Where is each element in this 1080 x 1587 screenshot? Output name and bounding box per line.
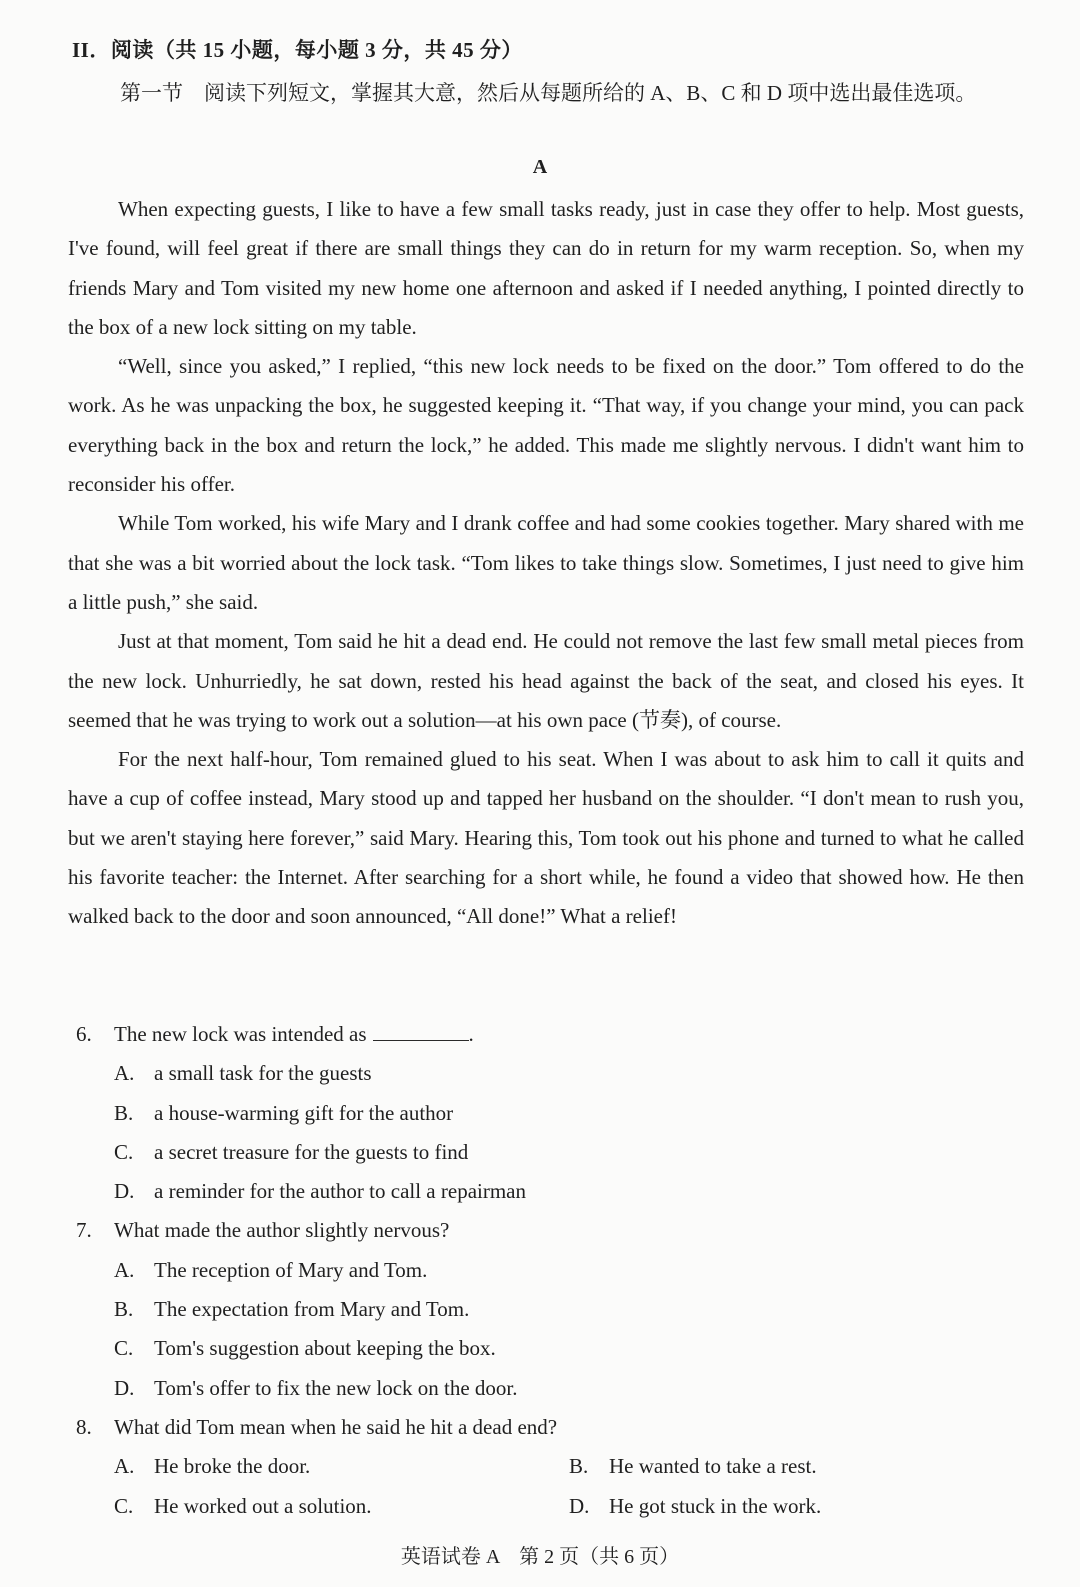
option-text: He got stuck in the work.: [609, 1493, 822, 1518]
passage-paragraph: While Tom worked, his wife Mary and I drank coffee and had some cookies together. Mary shared with me that she was a bit worried about the lock task. “Tom likes to take things slow. Sometimes, I just need to give him a little push,” she said.: [68, 511, 1024, 614]
question-text: The new lock was intended as: [114, 1022, 367, 1046]
option-letter: B.: [114, 1100, 134, 1125]
question-number: 7.: [76, 1218, 92, 1243]
question-6-option-d: [76, 1172, 1024, 1211]
option-letter: C.: [114, 1139, 134, 1164]
option-text: Tom's suggestion about keeping the box.: [154, 1336, 496, 1361]
passage-paragraph: For the next half-hour, Tom remained glued to his seat. When I was about to ask him to call it quits and have a cup of coffee instead, Mary stood up and tapped her husband on the shoulder. “I don't mean to rush you, but we aren't staying here forever,” said Mary. Hearing this, Tom took out his phone and turned to what he called his favorite teacher: the Internet. After searching for a short while, he found a video that showed how. He then walked back to the door and soon announced, “All done!” What a relief!: [68, 747, 1024, 929]
question-list: [76, 1015, 1024, 1526]
question-8-options-row-1: [76, 1447, 1024, 1486]
option-letter: A.: [114, 1061, 135, 1086]
option-text: He worked out a solution.: [154, 1493, 372, 1518]
option-text: The expectation from Mary and Tom.: [154, 1297, 470, 1322]
question-7-option-d: [76, 1369, 1024, 1408]
option-letter: B.: [569, 1454, 589, 1479]
question-8-stem: [76, 1408, 1024, 1447]
option-letter: D.: [114, 1179, 135, 1204]
option-text: a house-warming gift for the author: [154, 1100, 454, 1125]
option-text: a reminder for the author to call a repairman: [154, 1179, 526, 1204]
page-footer: 英语试卷 A 第 2 页（共 6 页）: [400, 1546, 680, 1568]
question-number: 8.: [76, 1414, 92, 1439]
question-8-option-b: [569, 1447, 1024, 1486]
question-number: 6.: [76, 1022, 92, 1046]
question-6-stem: [76, 1015, 1024, 1054]
option-text: a secret treasure for the guests to find: [154, 1139, 469, 1164]
option-letter: A.: [114, 1257, 135, 1282]
reading-passage: [68, 190, 1024, 937]
question-8-option-c: [114, 1487, 569, 1526]
option-text: The reception of Mary and Tom.: [154, 1257, 428, 1282]
option-letter: D.: [569, 1493, 590, 1518]
option-letter: B.: [114, 1297, 134, 1322]
question-end-mark: .: [468, 1022, 474, 1046]
question-8-option-d: [569, 1487, 1024, 1526]
question-text: What made the author slightly nervous?: [114, 1218, 450, 1243]
option-letter: C.: [114, 1336, 134, 1361]
option-text: He wanted to take a rest.: [609, 1454, 817, 1479]
question-7-option-a: [76, 1251, 1024, 1290]
option-letter: C.: [114, 1493, 134, 1518]
question-7-stem: [76, 1211, 1024, 1250]
option-letter: D.: [114, 1375, 135, 1400]
option-text: Tom's offer to fix the new lock on the door.: [154, 1375, 518, 1400]
question-8-option-a: [114, 1447, 569, 1486]
option-text: He broke the door.: [154, 1454, 311, 1479]
question-6-option-c: [76, 1133, 1024, 1172]
section-instruction: 第一节 阅读下列短文，掌握其大意，然后从每题所给的 A、B、C 和 D 项中选出最佳选项。: [120, 81, 977, 105]
question-7-option-c: [76, 1329, 1024, 1368]
passage-paragraph: Just at that moment, Tom said he hit a dead end. He could not remove the last few small metal pieces from the new lock. Unhurriedly, he sat down, rested his head against the back of the seat, and closed his eyes. It seemed that he was trying to work out a solution—at his own pace (节奏), of course.: [68, 629, 1024, 732]
question-6-option-b: [76, 1094, 1024, 1133]
passage-paragraph: “Well, since you asked,” I replied, “this new lock needs to be fixed on the door.” Tom offered to do the work. As he was unpacking the box, he suggested keeping it. “That way, if you change your mind, you can pack everything back in the box and return the lock,” he added. This made me slightly nervous. I didn't want him to reconsider his offer.: [68, 354, 1024, 497]
answer-blank: [373, 1022, 469, 1041]
question-7-option-b: [76, 1290, 1024, 1329]
question-8-options-row-2: [76, 1487, 1024, 1526]
option-text: a small task for the guests: [154, 1061, 372, 1086]
question-text: What did Tom mean when he said he hit a dead end?: [114, 1414, 558, 1439]
passage-label: A: [532, 156, 548, 178]
option-letter: A.: [114, 1454, 135, 1479]
section-title: II．阅读（共 15 小题，每小题 3 分，共 45 分）: [72, 38, 523, 62]
question-6-option-a: [76, 1054, 1024, 1093]
passage-paragraph: When expecting guests, I like to have a few small tasks ready, just in case they offer to help. Most guests, I've found, will feel great if there are small things they can do in return for my warm reception. So, when my friends Mary and Tom visited my new home one afternoon and asked if I needed anything, I pointed directly to the box of a new lock sitting on my table.: [68, 197, 1024, 339]
